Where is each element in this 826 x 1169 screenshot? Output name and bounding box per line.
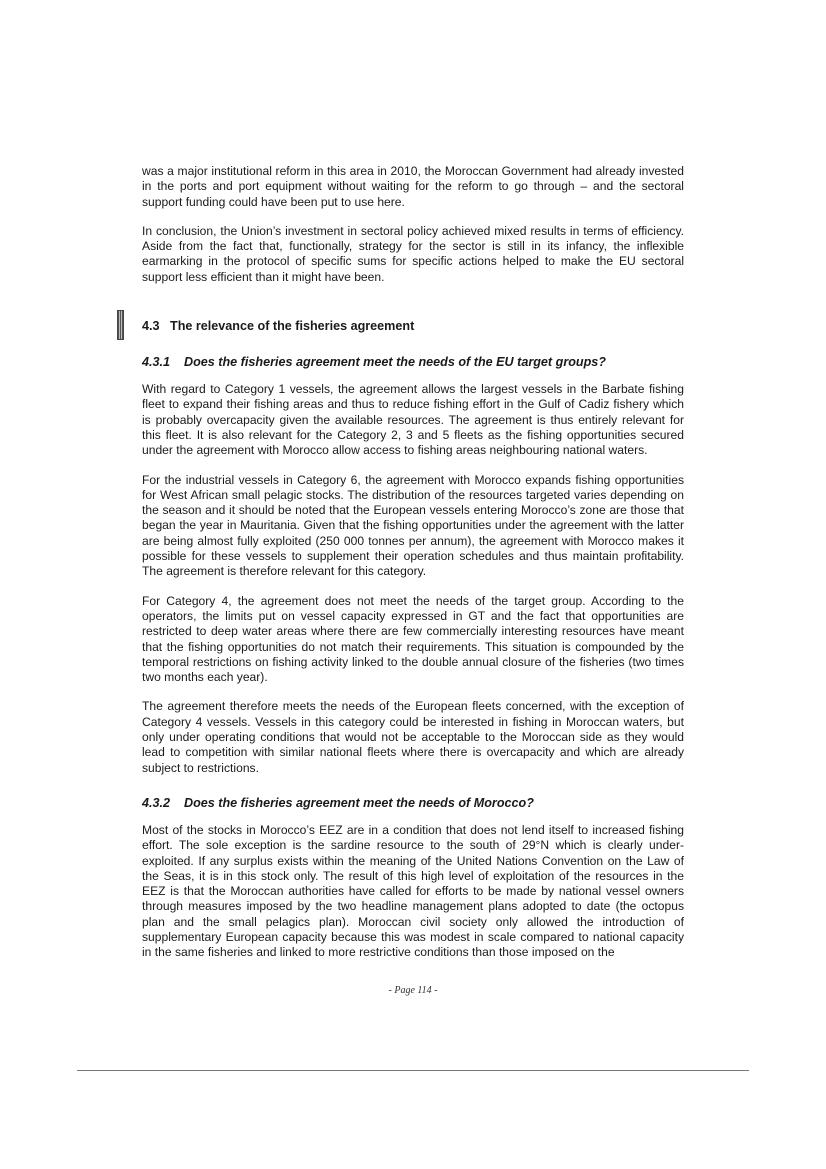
section-title: The relevance of the fisheries agreement <box>170 319 415 334</box>
section-number: 4.3 <box>142 319 160 334</box>
intro-paragraph-1: was a major institutional reform in this area in 2010, the Moroccan Government had already invested in the ports and port equipment without waiting for the reform to go through – and the sectoral support funding could have been put to use here. <box>142 164 684 209</box>
subsection-2-heading <box>142 796 684 810</box>
page-body <box>142 164 684 961</box>
subsection-1-paragraph-4: The agreement therefore meets the needs of the European fleets concerned, with the exception of Category 4 vessels. Vessels in this category could be interested in fishing in Moroccan waters, but only under operating conditions that would not be acceptable to the Moroccan side as they would lead to competition with similar national fleets where there is overcapacity and which are already subject to restrictions. <box>142 699 684 775</box>
revision-bar-icon <box>117 310 124 340</box>
subsection-2-title: Does the fisheries agreement meet the needs of Morocco? <box>184 795 534 810</box>
page-number: - Page 114 - <box>388 985 438 996</box>
subsection-2-number: 4.3.2 <box>142 795 171 810</box>
section-heading <box>142 319 684 333</box>
subsection-1-paragraph-2: For the industrial vessels in Category 6, the agreement with Morocco expands fishing opportunities for West African small pelagic stocks. The distribution of the resources targeted varies depending on the season and it should be noted that the European vessels entering Morocco’s zone are those that began the year in Mauritania. Given that the fishing opportunities under the agreement with the latter are being almost fully exploited (250 000 tonnes per annum), the agreement with Morocco makes it possible for these vessels to supplement their operation schedules and thus maintain profitability. The agreement is therefore relevant for this category. <box>142 472 684 579</box>
footer-divider <box>77 1070 749 1071</box>
subsection-1-paragraph-3: For Category 4, the agreement does not meet the needs of the target group. According to the operators, the limits put on vessel capacity expressed in GT and the fact that opportunities are restricted to deep water areas where there are few commercially interesting resources have meant that the fishing opportunities do not match their requirements. This situation is compounded by the temporal restrictions on fishing activity linked to the double annual closure of the fisheries (two times two months each year). <box>142 593 684 685</box>
subsection-1-heading <box>142 355 684 369</box>
subsection-1-paragraph-1: With regard to Category 1 vessels, the agreement allows the largest vessels in the Barbate fishing fleet to expand their fishing areas and thus to reduce fishing effort in the Gulf of Cadiz fishery which is probably overcapacity given the available resources. The agreement is thus entirely relevant for this fleet. It is also relevant for the Category 2, 3 and 5 fleets as the fishing opportunities secured under the agreement with Morocco allow access to fishing areas neighbouring national waters. <box>142 382 684 458</box>
subsection-2-paragraph-1: Most of the stocks in Morocco’s EEZ are in a condition that does not lend itself to increased fishing effort. The sole exception is the sardine resource to the south of 29°N which is clearly under-exploited. If any surplus exists within the meaning of the United Nations Convention on the Law of the Seas, it is in this stock only. The result of this high level of exploitation of the resources in the EEZ is that the Moroccan authorities have called for efforts to be made by national vessel owners through measures imposed by the two headline management plans adopted to date (the octopus plan and the small pelagics plan). Moroccan civil society only allowed the introduction of supplementary European capacity because this was modest in scale compared to national capacity in the same fisheries and linked to more restrictive conditions than those imposed on the <box>142 822 684 960</box>
subsection-1-title: Does the fisheries agreement meet the needs of the EU target groups? <box>184 355 606 370</box>
subsection-1-number: 4.3.1 <box>142 355 171 370</box>
intro-paragraph-2: In conclusion, the Union’s investment in sectoral policy achieved mixed results in terms of efficiency. Aside from the fact that, functionally, strategy for the sector is still in its infancy, the inflexible earmarking in the protocol of specific sums for specific actions helped to make the EU sectoral support less efficient than it might have been. <box>142 223 684 284</box>
